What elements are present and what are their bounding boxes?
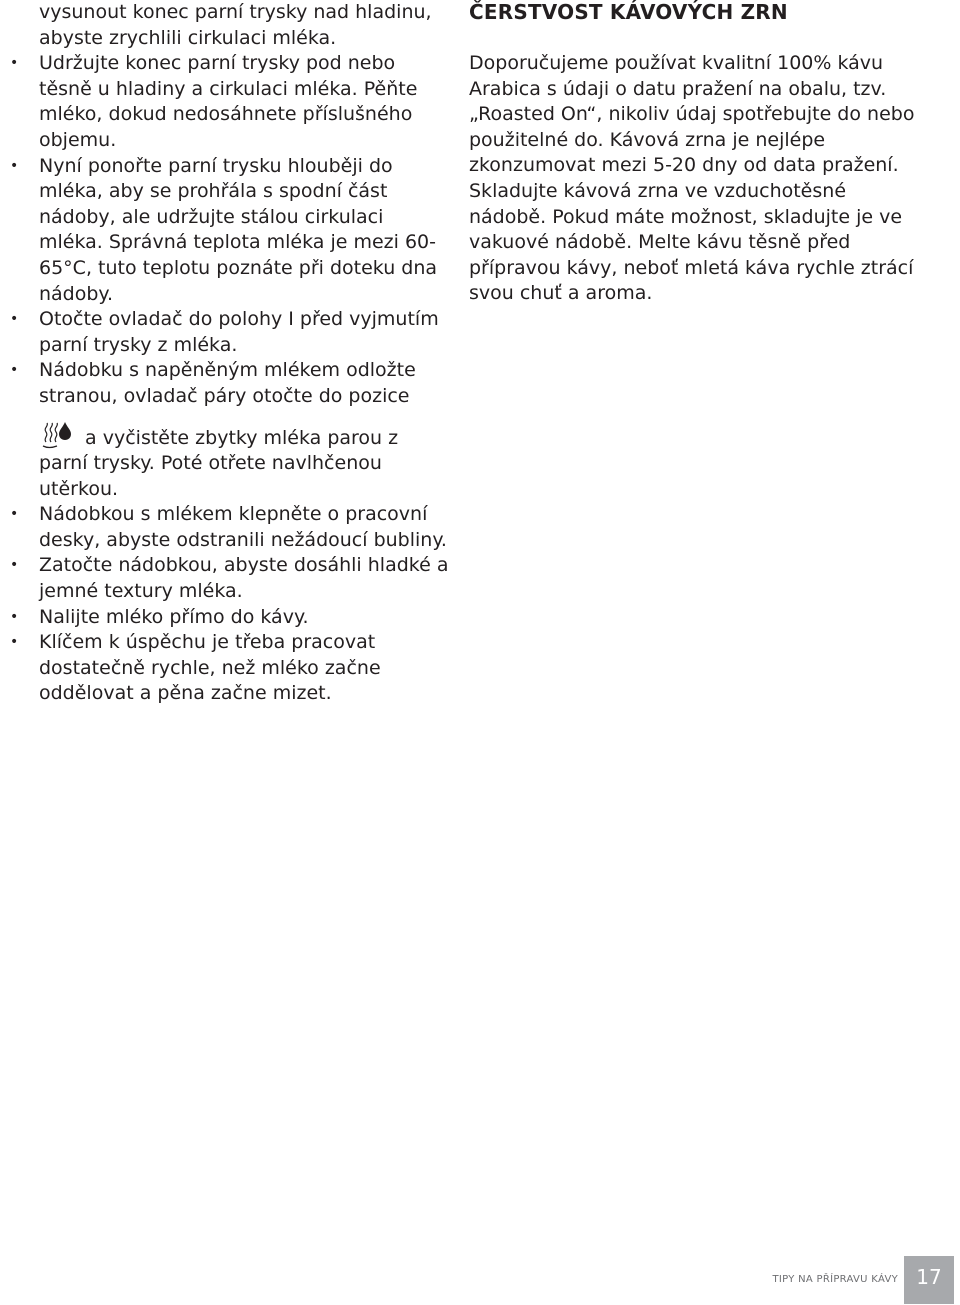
list-item	[10, 307, 450, 358]
footer-section-label: TIPY NA PŘÍPRAVU KÁVY	[772, 1274, 898, 1285]
coffee-freshness-paragraph: Doporučujeme používat kvalitní 100% kávu Arabica s údaji o datu pražení na obalu, tzv. „Roasted On“, nikoliv údaj spotřebujte do nebo použitelné do. Kávová zrna je nejlépe zkonzumovat mezi 5-20 dny od data pražení. Skladujte kávová zrna ve vzduchotěsné nádobě. Pokud máte možnost, skladujte je ve vakuové nádobě. Melte kávu těsně před přípravou kávy, neboť mletá káva rychle ztrácí svou chuť a aroma.	[469, 52, 915, 305]
list-item-text: Klíčem k úspěchu je třeba pracovat dostatečně rychle, než mléko začne oddělovat a pěna začne mizet.	[39, 631, 381, 705]
list-item-text: Otočte ovladač do polohy I před vyjmutím parní trysky z mléka.	[39, 308, 439, 356]
list-item	[10, 51, 450, 153]
steam-icon-line	[39, 420, 450, 503]
bullet-icon: •	[10, 157, 19, 174]
instruction-list	[10, 51, 450, 707]
bullet-icon: •	[10, 55, 19, 72]
list-item-text: Nalijte mléko přímo do kávy.	[39, 605, 309, 628]
bullet-icon: •	[10, 311, 19, 328]
list-item	[10, 502, 450, 553]
steam-icon	[39, 420, 79, 450]
bullet-icon: •	[10, 362, 19, 379]
left-column	[10, 0, 450, 707]
page-number: 17	[904, 1256, 954, 1304]
bullet-icon: •	[10, 634, 19, 651]
list-item-text: Zatočte nádobkou, abyste dosáhli hladké a jemné textury mléka.	[39, 554, 449, 603]
continued-paragraph: vysunout konec parní trysky nad hladinu, abyste zrychlili cirkulaci mléka.	[39, 1, 432, 49]
list-item-text-continued: a vyčistěte zbytky mléka parou z parní trysky. Poté otřete navlhčenou utěrkou.	[39, 426, 399, 500]
list-item-steam	[10, 358, 450, 502]
list-item	[10, 553, 450, 604]
bullet-icon: •	[10, 506, 19, 523]
bullet-icon: •	[10, 557, 19, 574]
list-item-text: Nádobkou s mlékem klepněte o pracovní desky, abyste odstranili nežádoucí bubliny.	[39, 503, 447, 551]
list-item-text: Nádobku s napěněným mlékem odložte stranou, ovladač páry otočte do pozice	[39, 359, 416, 407]
list-item	[10, 630, 450, 707]
list-item	[10, 154, 450, 308]
list-item	[10, 605, 450, 631]
section-heading: ČERSTVOST KÁVOVÝCH ZRN	[469, 0, 788, 24]
list-item-text: Nyní ponořte parní trysku hlouběji do mléka, aby se prohřála s spodní část nádoby, ale udržujte stálou cirkulaci mléka. Správná teplota mléka je mezi 60-65°C, tuto teplotu poznáte při doteku dna nádoby.	[39, 154, 438, 305]
list-item-text: Udržujte konec parní trysky pod nebo těsně u hladiny a cirkulaci mléka. Pěňte mléko, dokud nedosáhnete příslušného objemu.	[39, 52, 418, 151]
right-column	[469, 0, 929, 307]
bullet-icon: •	[10, 608, 19, 625]
